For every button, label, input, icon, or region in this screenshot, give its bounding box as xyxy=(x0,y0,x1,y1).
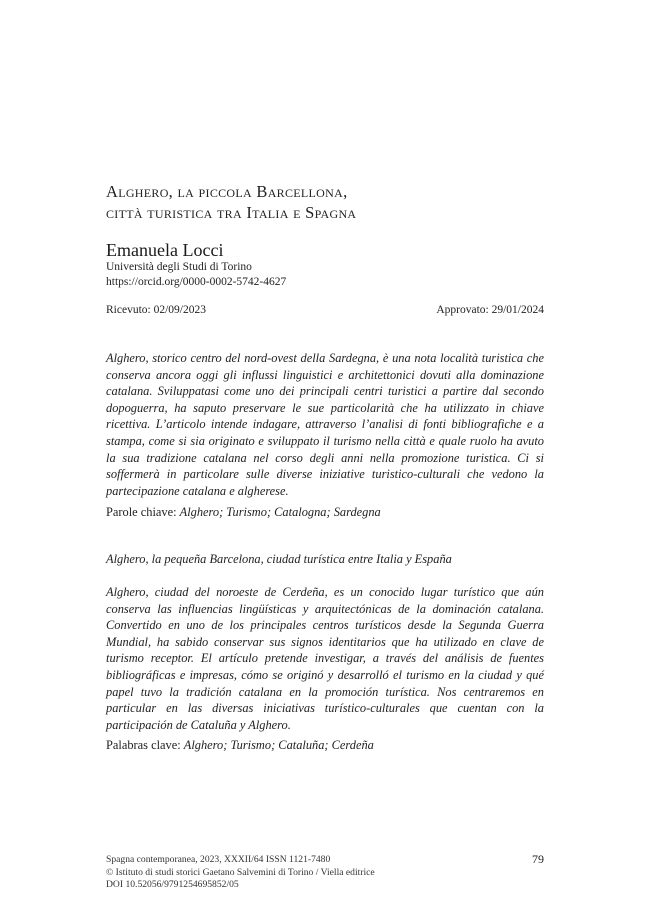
received-date: Ricevuto: 02/09/2023 xyxy=(106,304,206,316)
page-number: 79 xyxy=(532,852,544,866)
footer-publisher: © Istituto di studi storici Gaetano Salvemini di Torino / Viella editrice xyxy=(106,866,375,878)
author-affiliation-block xyxy=(106,260,286,290)
article-title-line-2: città turistica tra Italia e Spagna xyxy=(106,203,357,222)
author-orcid-link[interactable]: https://orcid.org/0000-0002-5742-4627 xyxy=(106,276,287,288)
submission-dates xyxy=(106,302,544,318)
keywords-spanish-label: Palabras clave: xyxy=(106,738,184,752)
author-name: Emanuela Locci xyxy=(106,240,224,260)
keywords-spanish xyxy=(106,737,544,753)
approved-date: Approvato: 29/01/2024 xyxy=(436,304,544,316)
abstract-italian: Alghero, storico centro del nord-ovest della Sardegna, è una nota località turistica che conserva ancora oggi gli influssi linguistici e architettonici dovuti alla dominazione catalana. Sviluppatasi come uno dei principali centri turistici a partire dal secondo dopoguerra, ha saputo preservare le sue particolarità che ha utilizzato in chiave ricettiva. L’articolo intende indagare, attraverso l’analisi di fonti bibliografiche e a stampa, come si sia originato e sviluppato il turismo nella città e quale ruolo ha avuto la sua tradizione catalana nel corso degli anni nella promozione turistica. Ci si soffermerà in particolare sulle diverse iniziative turistico-culturali che vedono la partecipazione catalana e algherese. xyxy=(106,351,544,498)
footer-doi[interactable]: DOI 10.52056/9791254695852/05 xyxy=(106,879,239,890)
article-title xyxy=(106,181,546,223)
article-title-line-1: Alghero, la piccola Barcellona, xyxy=(106,182,348,201)
keywords-italian-label: Parole chiave: xyxy=(106,505,180,519)
abstract-spanish: Alghero, ciudad del noroeste de Cerdeña, es un conocido lugar turístico que aún conserva las influencias lingüísticas y arquitectónicas de la dominación catalana. Convertido en uno de los principales centros turísticos desde la Segunda Guerra Mundial, ha sabido conservar sus signos identitarios que ha utilizado en clave de turismo receptor. El artículo pretende investigar, a través del análisis de fuentes bibliográficas e impresas, cómo se originó y desarrolló el turismo en la ciudad y qué papel tuvo la tradición catalana en la promoción turística. Nos centraremos en particular en las diversas iniciativas turístico-culturales que cuentan con la participación de Cataluña y Alghero. xyxy=(106,585,544,732)
page-footer xyxy=(106,854,544,892)
title-spanish: Alghero, la pequeña Barcelona, ciudad turística entre Italia y España xyxy=(106,552,452,566)
keywords-italian-terms: Alghero; Turismo; Catalogna; Sardegna xyxy=(179,505,381,519)
keywords-italian xyxy=(106,504,544,520)
author-affiliation: Università degli Studi di Torino xyxy=(106,261,252,273)
footer-journal: Spagna contemporanea, 2023, XXXII/64 ISSN 1121-7480 xyxy=(106,854,331,865)
keywords-spanish-terms: Alghero; Turismo; Cataluña; Cerdeña xyxy=(183,738,374,752)
